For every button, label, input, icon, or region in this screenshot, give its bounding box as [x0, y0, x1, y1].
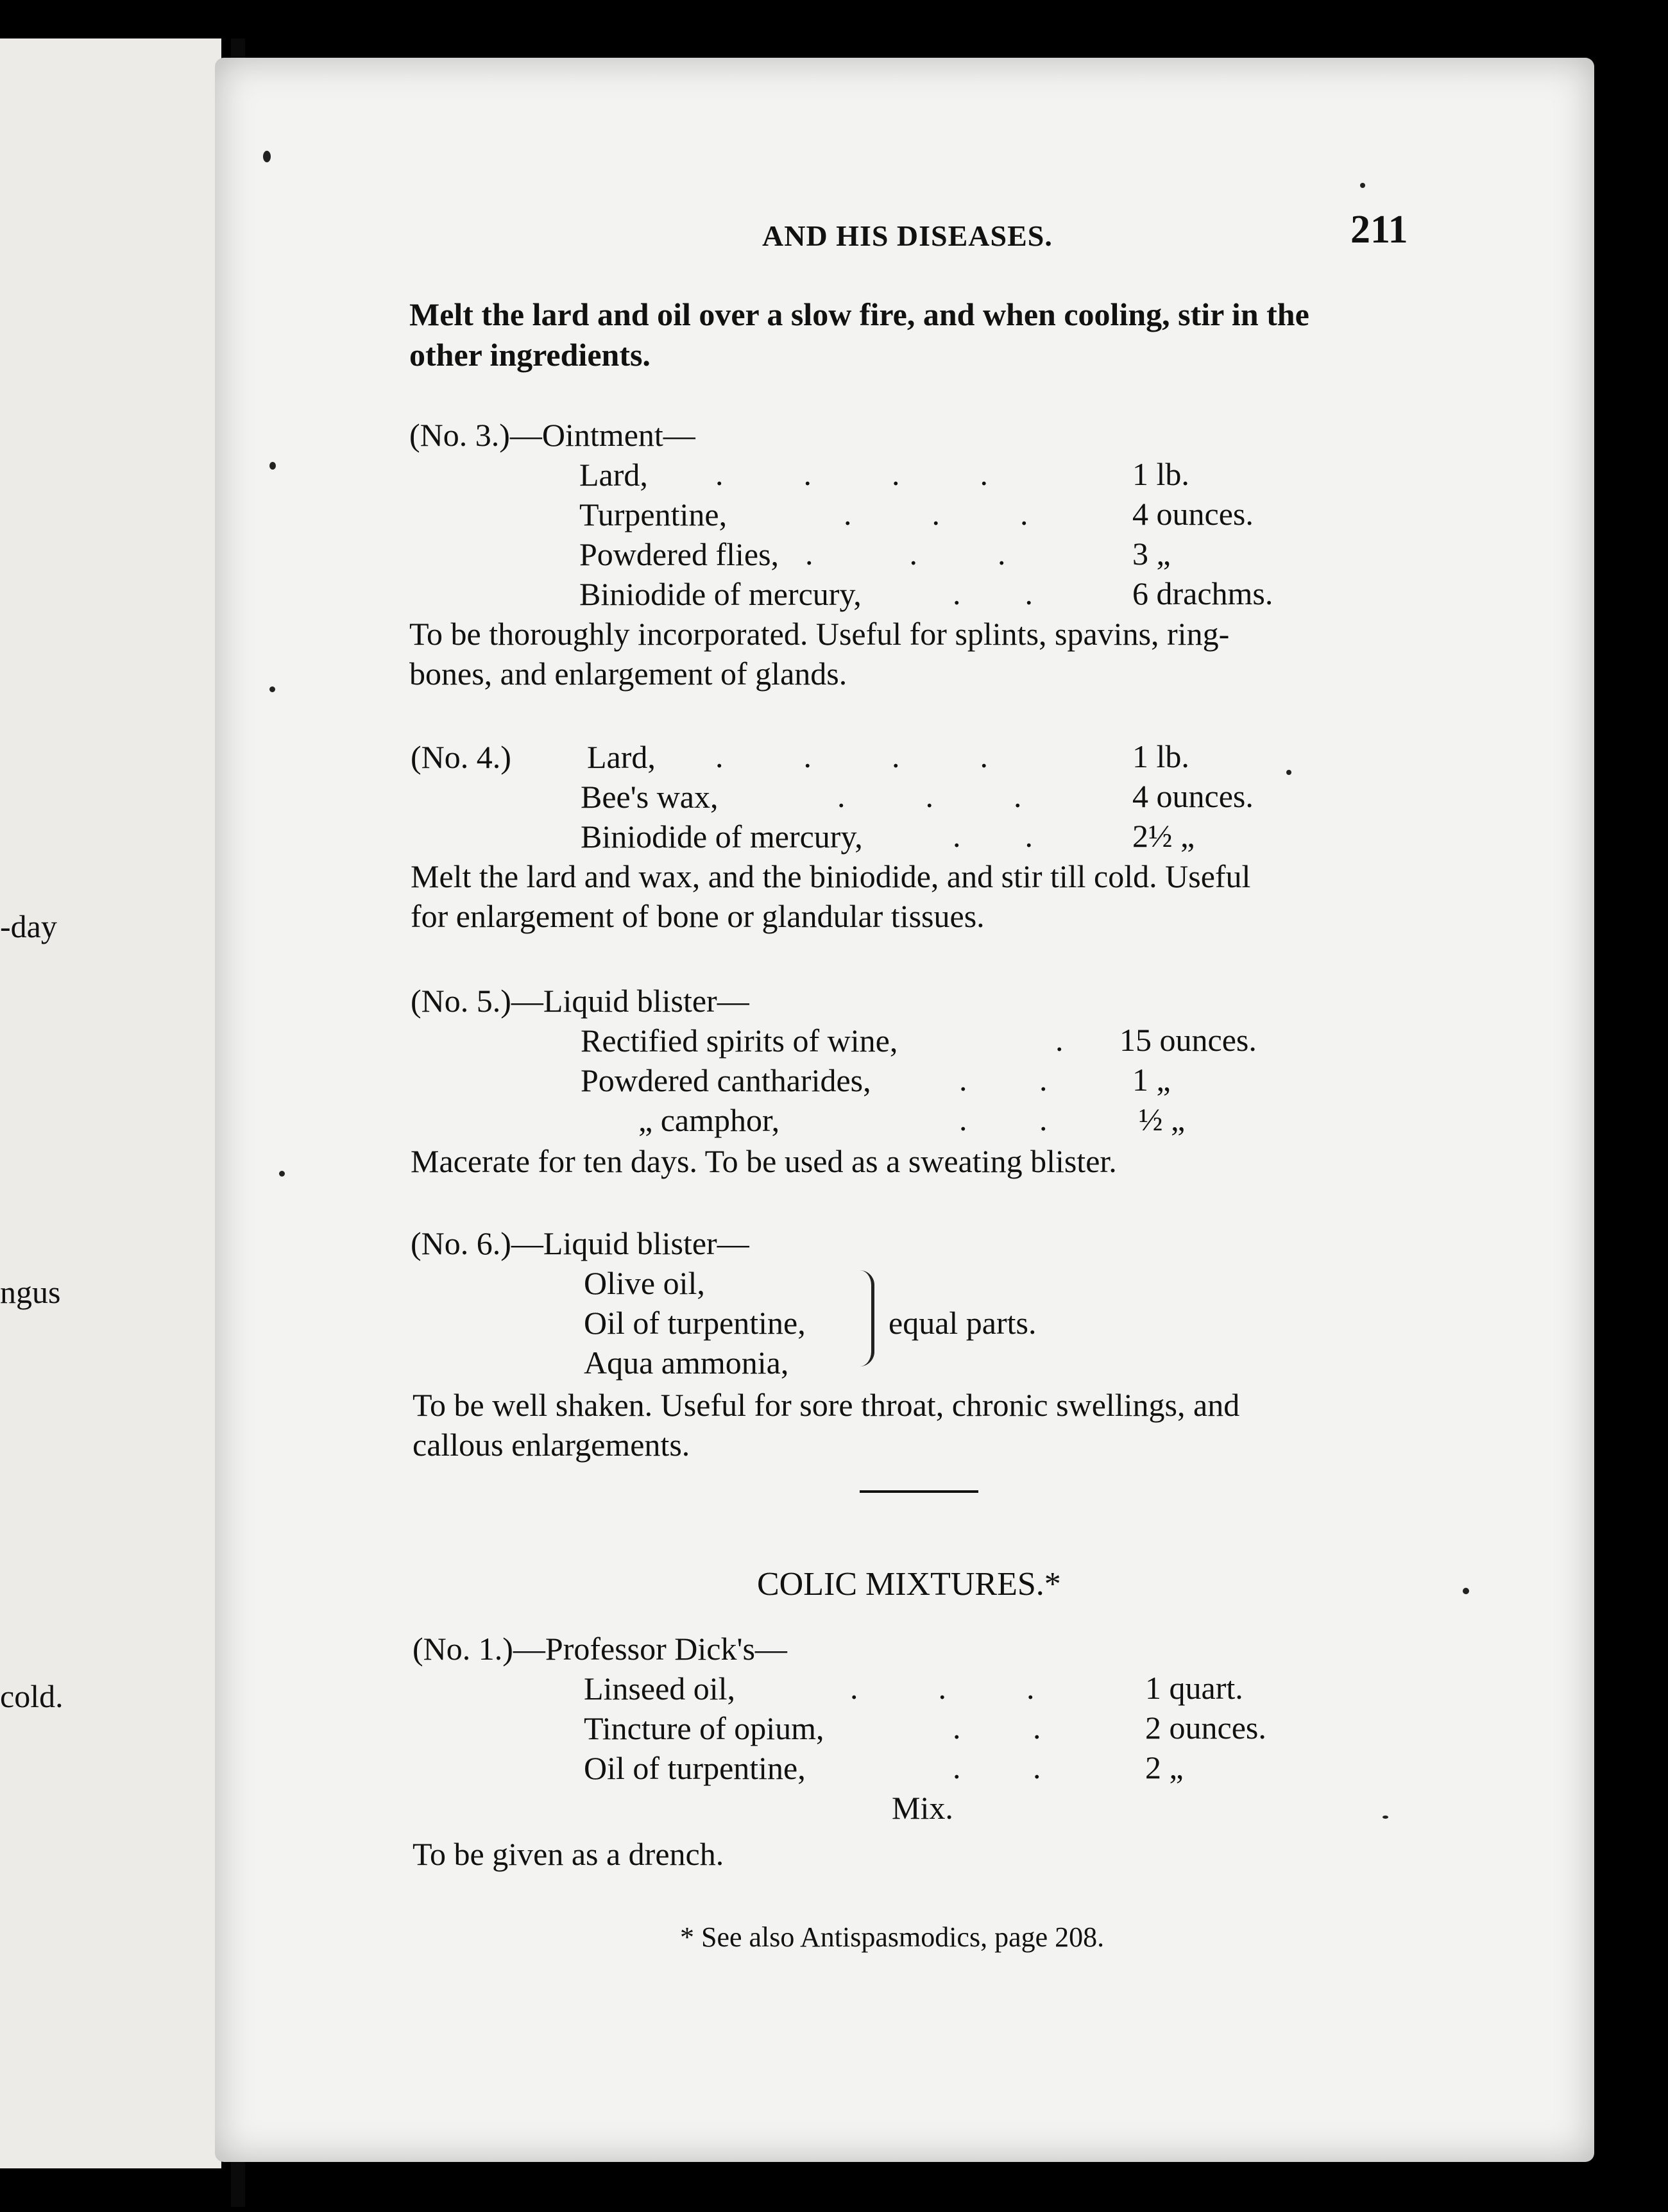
- ingredient-qty: 15 ounces.: [1119, 1022, 1257, 1058]
- ingredient-name: Oil of turpentine,: [584, 1750, 806, 1786]
- ingredient-qty: ½ „: [1139, 1102, 1186, 1137]
- ingredient-qty: 1 lb.: [1132, 456, 1189, 492]
- page-number: 211: [1350, 208, 1408, 251]
- recipe-note: To be thoroughly incorporated. Useful for splints, spavins, ring-: [409, 616, 1230, 652]
- ingredient-qty: 2½ „: [1132, 818, 1195, 854]
- ingredient-name: Tincture of opium,: [584, 1710, 824, 1746]
- proportion-note: equal parts.: [889, 1305, 1037, 1341]
- ingredient-qty: 1 lb.: [1132, 738, 1189, 774]
- recipe-heading: (No. 6.)—Liquid blister—: [411, 1225, 749, 1261]
- recipe-note: To be well shaken. Useful for sore throat, chronic swellings, and: [413, 1387, 1240, 1423]
- recipe-note: callous enlargements.: [413, 1427, 690, 1463]
- instruction: Mix.: [892, 1790, 953, 1826]
- ingredient-name: Lard,: [579, 457, 648, 493]
- ingredient-name: Powdered flies,: [579, 536, 779, 572]
- intro-line: Melt the lard and oil over a slow fire, and when cooling, stir in the: [409, 296, 1309, 332]
- book-page: AND HIS DISEASES. 211 Melt the lard and oil over a slow fire, and when cooling, stir in the other ingredients. (No. 3.)—Ointment— Lard, . . . . 1 lb. Turpentine, . . . 4 ounces. Powdered flies, . . . 3 „ Biniodide of mercury, . . 6 drachms. To be thoroughly incorporated. Useful for splints, spavins, ring- bones, and enlargement of glands. (No. 4.) Lard, . . . . 1 lb. Bee's wax, . . . 4 ounces. Biniodide of mercury, . . 2½ „ Melt the lard and wax, and the biniodide, and stir till cold. Useful for enlargement of bone or glandular tissues. (No. 5.)—Liquid blister— Rectified spirits of wine, . 15 ounces. Powdered cantharides, . . 1 „ „ camphor, . . ½ „ Macerate for ten days. To be used as a sweating blister. (No. 6.)—Liquid blister— Olive oil, Oil of turpentine, Aqua ammonia, equal parts. To be well shaken. Useful for sore throat, chronic swellings, and callous enlargements. COLIC MIXTURES.* (No. 1.)—Professor Dick's— Linseed oil, . . . 1 quart. Tincture of opium, . . 2 ounces. Oil of turpentine, . . 2 „ Mix. To be given as a drench. * See also Antispasmodics, page 208.: [215, 58, 1594, 2162]
- ingredient-name: Rectified spirits of wine,: [581, 1023, 898, 1059]
- prev-page-fragment: cold.: [0, 1678, 64, 1714]
- ingredient-name: Turpentine,: [579, 497, 728, 532]
- section-divider: [860, 1490, 978, 1493]
- recipe-note: for enlargement of bone or glandular tissues.: [411, 898, 985, 934]
- ingredient-qty: 1 quart.: [1145, 1670, 1243, 1706]
- ingredient-qty: 6 drachms.: [1132, 575, 1273, 611]
- ingredient-name: Aqua ammonia,: [584, 1345, 789, 1381]
- ingredient-qty: 4 ounces.: [1132, 778, 1254, 814]
- recipe-heading: (No. 3.)—Ointment—: [409, 417, 695, 453]
- ingredient-name: Bee's wax,: [581, 779, 719, 815]
- ingredient-name: Oil of turpentine,: [584, 1305, 806, 1341]
- recipe-note: Macerate for ten days. To be used as a sweating blister.: [411, 1143, 1117, 1179]
- footnote: * See also Antispasmodics, page 208.: [680, 1921, 1105, 1953]
- ingredient-qty: 2 ounces.: [1145, 1710, 1266, 1746]
- ingredient-qty: 1 „: [1132, 1062, 1171, 1098]
- ingredient-name: Linseed oil,: [584, 1671, 736, 1706]
- prev-page-fragment: -day: [0, 908, 57, 944]
- ingredient-qty: 3 „: [1132, 536, 1171, 572]
- ingredient-name: Biniodide of mercury,: [581, 819, 863, 855]
- recipe-note: To be given as a drench.: [413, 1836, 724, 1872]
- intro-line: other ingredients.: [409, 337, 651, 373]
- recipe-note: Melt the lard and wax, and the biniodide, and stir till cold. Useful: [411, 858, 1251, 894]
- running-title: AND HIS DISEASES.: [762, 219, 1053, 252]
- recipe-heading: (No. 1.)—Professor Dick's—: [413, 1631, 787, 1667]
- ingredient-qty: 4 ounces.: [1132, 496, 1254, 532]
- ingredient-name: Lard,: [587, 739, 656, 775]
- prev-page-fragment: ngus: [0, 1274, 61, 1310]
- recipe-heading: (No. 4.): [411, 739, 511, 775]
- ingredient-name: Olive oil,: [584, 1265, 705, 1301]
- previous-page-edge: [0, 38, 221, 2168]
- ingredient-qty: 2 „: [1145, 1749, 1184, 1785]
- ingredient-name: „ camphor,: [638, 1102, 780, 1138]
- grouping-brace: [860, 1270, 874, 1366]
- ingredient-name: Powdered cantharides,: [581, 1062, 871, 1098]
- recipe-note: bones, and enlargement of glands.: [409, 656, 847, 692]
- recipe-heading: (No. 5.)—Liquid blister—: [411, 983, 749, 1019]
- section-title: COLIC MIXTURES.*: [757, 1566, 1061, 1603]
- ingredient-name: Biniodide of mercury,: [579, 576, 862, 612]
